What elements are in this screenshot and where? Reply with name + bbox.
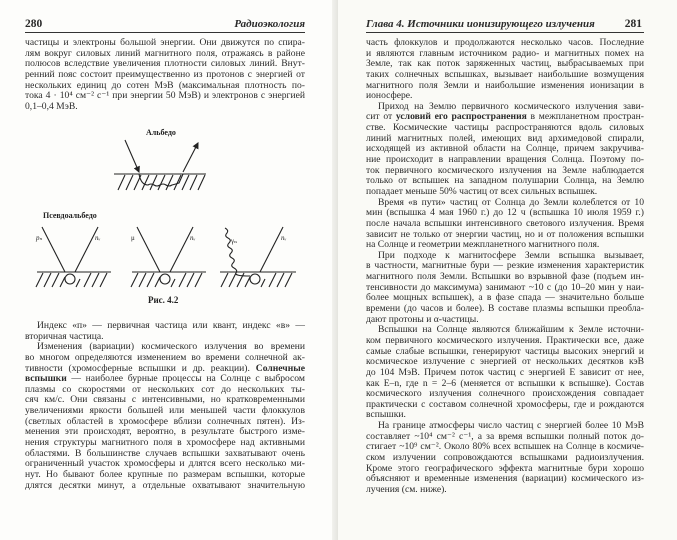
left-page xyxy=(0,0,338,540)
text-line: лучения (см. ниже). xyxy=(366,483,447,495)
paragraph xyxy=(366,38,644,102)
running-title: Глава 4. Источники ионизирующего излучения xyxy=(366,18,595,30)
text-segment: сит от xyxy=(366,111,396,123)
text-line: космического излучения солнечного происхождения совпадает xyxy=(366,388,644,400)
text-line: до 104 МэВ. Причем поток частиц с энергией E зависит от нее, xyxy=(366,366,644,378)
text-line: нения структуры магнитного поля в хромосфере над активными xyxy=(25,437,305,449)
text-line: областями. В большинстве случаев вспышки захватывают очень xyxy=(25,447,305,459)
text-line: стигает ~10⁹ см⁻². Около 80% всех вспышек на Солнце в космиче- xyxy=(366,441,644,453)
text-line: длятся десятки минут, а отдельные охватывают значительную xyxy=(25,479,305,491)
text-line: ионосфере. xyxy=(366,90,413,102)
text-line: составляет ~10⁴ см⁻² с⁻¹, а за время вспышки полный поток до- xyxy=(366,430,644,442)
text-line: тока 4 · 10⁴ см⁻² с⁻¹ при энергии 50 МэВ) и электронов с энергией xyxy=(25,90,305,102)
text-line: стве. Космические частицы распространяются вдоль силовых xyxy=(366,122,644,134)
symbol-n: nᵥ xyxy=(281,234,287,242)
text-line: нут. Но бывают более крупные по размерам вспышки, которые xyxy=(25,468,305,480)
text-line: как E–n, где n = 2–6 (меняется от вспышки к вспышке). Состав xyxy=(366,377,644,389)
text-segment: — наиболее бурные процессы на Солнце с выбросом xyxy=(66,373,305,385)
text-line: 0,1–0,4 МэВ. xyxy=(25,100,78,112)
page-number: 280 xyxy=(25,18,43,30)
figure-4-2 xyxy=(0,0,338,310)
text-line: На границе атмосферы число частиц с энергией более 10 МэВ xyxy=(378,420,644,432)
text-segment: в межпланетном простран- xyxy=(526,111,645,123)
text-line: Время «в пути» частиц от Солнца до Земли колеблется от 10 xyxy=(378,196,644,208)
albedo-diagram xyxy=(114,128,206,190)
page-number: 281 xyxy=(624,18,642,30)
text-line: практически с составом солнечной хромосферы, где и рождаются xyxy=(366,398,644,410)
text-line: на Солнце и геометрии межпланетного магнитного поля. xyxy=(366,239,600,251)
text-line: увеличениями яркости большей или меньшей части флоккулов xyxy=(25,405,305,417)
symbol-gamma: γₙ xyxy=(231,237,238,245)
bold-term: условий его распространения xyxy=(395,111,527,123)
text-line: магнитного поля Земли и наибольшие изменения ионизации в xyxy=(366,79,644,91)
text-line: времени (до часов и более). В составе плазмы вспышки преобла- xyxy=(366,303,644,315)
text-block xyxy=(366,38,644,496)
text-line: Кроме этого географического эффекта магнитные бури хорошо xyxy=(366,462,644,474)
text-line: после начала вспышки интенсивного светового излучения. Время xyxy=(366,217,644,229)
text-line: полюсов вследствие увеличения плотности силовых линий. Внут- xyxy=(25,58,305,70)
text-line: ком первичного космического излучения. Практически все, даже xyxy=(366,334,644,346)
pseudoalbedo-label: Псевдоальбедо xyxy=(43,211,97,220)
symbol-p: pₙ xyxy=(36,234,43,242)
running-header xyxy=(366,18,644,33)
text-line: ограниченный участок хромосферы и длятся всего несколько ми- xyxy=(25,458,305,470)
bold-term: вспышки xyxy=(25,373,67,385)
text-line: менения эти происходят, вероятно, в результате быстрого изме- xyxy=(25,426,305,438)
text-line: более мощных вспышек), а в фазе спада — значительно больше xyxy=(366,292,644,304)
running-title: Радиоэкология xyxy=(234,18,305,30)
text-line: во многом определяются изменением во времени солнечной ак- xyxy=(25,351,305,363)
text-line: попадает меньше 50% частиц от всех сильных вспышек. xyxy=(366,185,598,197)
paragraph xyxy=(25,342,305,491)
text-line: самые слабые вспышки, генерируют частицы высоких энергий и xyxy=(366,345,644,357)
text-line: и являются главным источником радио- и магнитных помех на xyxy=(366,47,644,59)
paragraph xyxy=(25,321,305,342)
text-line: ток первичного космического излучения на Земле наблюдается xyxy=(366,164,644,176)
text-line: в частности, магнитные бури — резкие изменения характеристик xyxy=(366,260,644,272)
text-line: Приход на Землю первичного космического излучения зави- xyxy=(378,100,644,112)
text-line: Изменения (вариации) космического излучения во времени xyxy=(37,341,305,353)
pseudoalbedo-diagram-2 xyxy=(131,227,206,287)
text-line: таких солнечных вспышках, вызывает наибольшие возмущения xyxy=(366,68,644,80)
pseudoalbedo-diagram-3 xyxy=(220,227,296,287)
text-segment: тивности (хромосферные вспышки и др. реакции). xyxy=(25,362,256,374)
text-line: магнитного поля Земли. Вспышки во взрывной фазе (подъем ин- xyxy=(366,271,644,283)
text-line: ние происходит в направлении вращения Солнца. Поэтому по- xyxy=(366,154,644,166)
text-line: только от вспышек на западном полушарии Солнца, на Землю xyxy=(366,175,644,187)
text-line: сяч км/с. Они связаны с интенсивными, но кратковременными xyxy=(25,394,305,406)
text-line: линий магнитных полей, имеющих вид архимедовой спирали, xyxy=(366,132,644,144)
text-line: (светлых областей в хромосфере вблизи солнечных пятен). Из- xyxy=(25,415,305,427)
text-line: лям вокруг силовых линий магнитного поля, отражаясь в районе xyxy=(25,47,305,59)
text-line: исходящей из активной области на Солнце, причем закручива- xyxy=(366,143,644,155)
text-line: зависит не только от энергии частиц, но и от положения вспышки xyxy=(366,228,644,240)
albedo-label: Альбедо xyxy=(146,128,176,137)
symbol-mu: μ xyxy=(131,234,135,242)
right-page xyxy=(338,0,677,540)
paragraph xyxy=(366,421,644,495)
text-line: плазмы со скоростями от нескольких сот до нескольких ты- xyxy=(25,383,305,395)
pseudoalbedo-diagram-1 xyxy=(35,227,111,287)
text-line: дают протоны и α-частицы. xyxy=(366,313,479,325)
text-line: вспышки. xyxy=(366,409,406,421)
paragraph xyxy=(366,325,644,421)
figure-caption: Рис. 4.2 xyxy=(148,295,179,305)
paragraph xyxy=(366,198,644,251)
text-block xyxy=(25,321,305,491)
text-line: тенсивности до максимума) занимают ~10 с (до 10–20 мин у наи- xyxy=(366,281,644,293)
text-line: нескольких единиц до сотен МэВ (максимальная плотность по- xyxy=(25,79,305,91)
text-line: вторичная частица. xyxy=(25,330,104,342)
text-line: часть флоккулов и продолжаются несколько часов. Последние xyxy=(366,37,644,48)
paragraph xyxy=(366,251,644,325)
paragraph xyxy=(366,102,644,198)
text-line: Земле, так как поток заряженных частиц, выбрасываемых при xyxy=(366,58,644,70)
text-line: При подходе к магнитосфере Земли вспышка вызывает, xyxy=(378,249,644,261)
text-line: космическое излучение с энергией от нескольких десятков кэВ xyxy=(366,356,644,368)
text-line: Индекс «п» — первичная частица или квант, индекс «в» — xyxy=(37,320,305,331)
bold-term: Солнечные xyxy=(255,362,305,374)
text-line: объясняют и временные изменения (вариации) космического из- xyxy=(366,473,644,485)
symbol-n: nᵥ xyxy=(190,234,196,242)
text-line: частицы и электроны большой энергии. Они движутся по спира- xyxy=(25,37,305,48)
text-line: мин (вспышка 4 мая 1960 г.) до 12 ч (вспышка 10 июля 1959 г.) xyxy=(366,207,644,219)
text-line: ском излучении сопровождаются вспышками радиоизлучения. xyxy=(366,451,644,463)
symbol-n: nᵥ xyxy=(95,234,101,242)
text-line: ренний пояс состоит преимущественно из протонов с энергией от xyxy=(25,68,305,80)
text-line: Вспышки на Солнце являются ближайшим к Земле источни- xyxy=(378,324,644,336)
